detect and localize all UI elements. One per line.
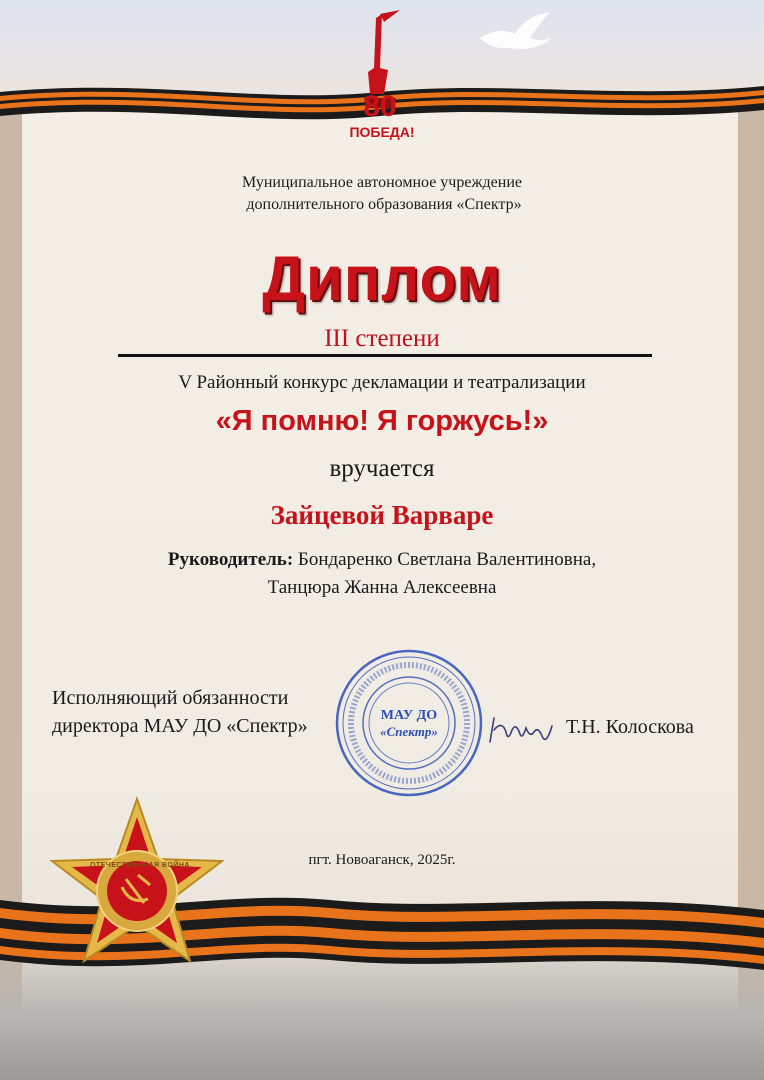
dove-icon (470, 8, 560, 58)
organization-name (0, 172, 764, 216)
signatory-line-1: Исполняющий обязанности (52, 687, 289, 709)
emblem-number: 80 (363, 90, 397, 123)
supervisor-block (0, 546, 764, 602)
contest-name: V Районный конкурс декламации и театрализации (178, 372, 586, 393)
contest-slogan: «Я помню! Я горжусь!» (215, 405, 549, 437)
emblem-text: ПОБЕДА! (349, 124, 415, 140)
recipient-name: Зайцевой Варваре (270, 500, 494, 530)
organization-line-2: дополнительного образования «Спектр» (242, 196, 522, 213)
patriotic-war-order-icon (42, 795, 232, 990)
official-stamp (334, 648, 484, 798)
diploma-degree: III степени (324, 325, 440, 352)
awarded-text: вручается (329, 455, 435, 482)
stamp-center-line-1: МАУ ДО (380, 708, 438, 723)
signatory-title (52, 684, 308, 740)
stamp-center-line-2: «Спектр» (380, 724, 438, 739)
signatory-line-2: директора МАУ ДО «Спектр» (52, 715, 308, 737)
divider-line (118, 354, 652, 357)
order-ring-text: ОТЕЧЕСТВЕННАЯ ВОЙНА (90, 862, 190, 869)
organization-line-1: Муниципальное автономное учреждение (242, 174, 522, 191)
supervisor-name-2: Танцюра Жанна Алексеевна (267, 577, 497, 598)
place-and-date: пгт. Новоаганск, 2025г. (308, 852, 456, 868)
supervisor-label: Руководитель: (167, 549, 294, 570)
diploma-title: Диплом (262, 243, 502, 314)
signatory-name: Т.Н. Колоскова (566, 716, 694, 738)
handwritten-signature (486, 712, 556, 752)
supervisor-name-1: Бондаренко Светлана Валентиновна, (293, 549, 597, 570)
